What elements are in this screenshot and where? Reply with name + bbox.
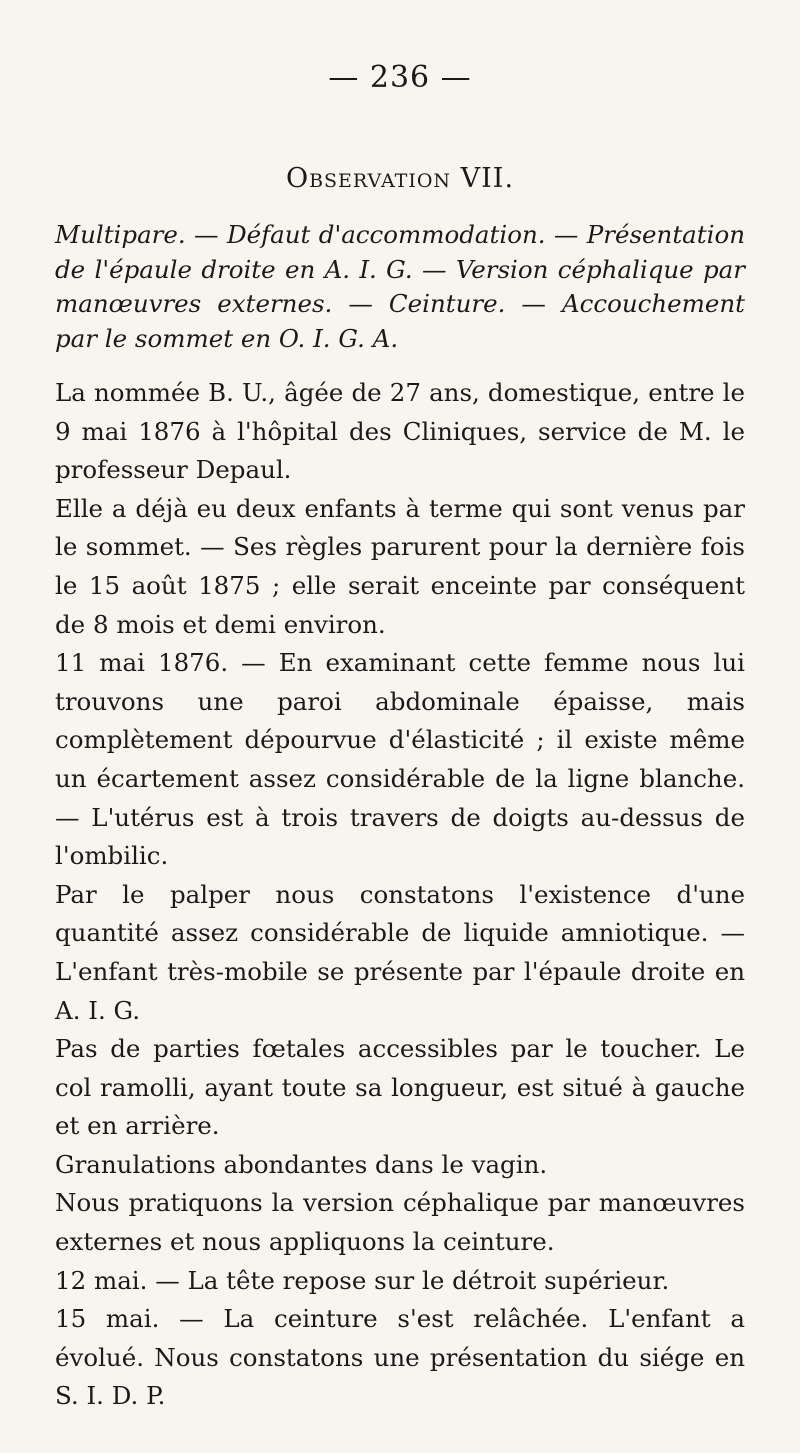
page-number: — 236 —: [328, 60, 472, 95]
observation-summary: Multipare. — Défaut d'accommodation. — Présentation de l'épaule droite en A. I. G. — Version céphalique par manœuvres externes. — Ceinture. — Accouchement par le sommet en O. I. G. A.: [55, 220, 745, 353]
paragraph-history: Elle a déjà eu deux enfants à terme qui sont venus par le sommet. — Ses règles parurent pour la dernière fois le 15 août 1875 ; elle serait enceinte par conséquent de 8 mois et demi environ.: [55, 493, 745, 639]
observation-body: [55, 374, 745, 1416]
paragraph-palpation: Par le palper nous constatons l'existence d'une quantité assez considérable de liquide amniotique. — L'enfant très-mobile se présente par l'épaule droite en A. I. G.: [55, 879, 745, 1025]
paragraph-touch: Pas de parties fœtales accessibles par le toucher. Le col ramolli, ayant toute sa longueur, est situé à gauche et en arrière.: [55, 1034, 745, 1141]
paragraph-examination: 11 mai 1876. — En examinant cette femme nous lui trouvons une paroi abdominale épaisse, mais complètement dépourvue d'élasticité ; il existe même un écartement assez considérable de la ligne blanche. — L'utérus est à trois travers de doigts au-dessus de l'ombilic.: [55, 648, 745, 871]
paragraph-version: Nous pratiquons la version céphalique par manœuvres externes et nous appliquons la ceinture.: [55, 1188, 745, 1257]
paragraph-granulations: Granulations abondantes dans le vagin.: [55, 1149, 548, 1179]
paragraph-may-12: 12 mai. — La tête repose sur le détroit supérieur.: [55, 1265, 670, 1295]
paragraph-admission: La nommée B. U., âgée de 27 ans, domestique, entre le 9 mai 1876 à l'hôpital des Cliniques, service de M. le professeur Depaul.: [55, 378, 745, 485]
paragraph-may-15: 15 mai. — La ceinture s'est relâchée. L'enfant a évolué. Nous constatons une présentation du siége en S. I. D. P.: [55, 1304, 745, 1411]
observation-title: Observation VII.: [285, 163, 515, 194]
